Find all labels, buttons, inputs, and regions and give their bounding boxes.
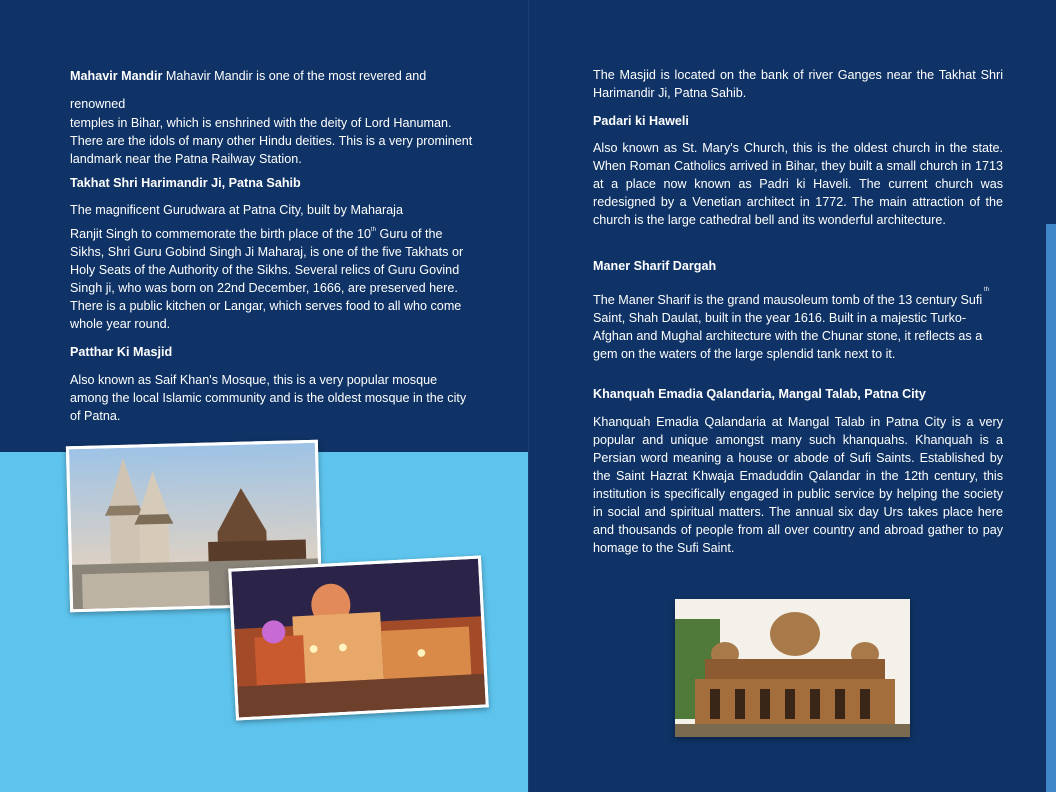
takhat-sup: th [371,227,377,233]
takhat-body-b: Guru of the Sikhs, Shri Guru Gobind Singh Ji Maharaj, is one of the five Takhats or Holy Seats of the Authority of the Sikhs. Several relics of Guru Govind Singh ji, who was born on 22nd December, 1666, are preserved here. There is a public kitchen or Langar, which serves food to all who come whole year round. [70,227,464,331]
gurudwara-image [231,559,485,718]
maner-title: Maner Sharif Dargah [593,259,717,273]
maner-sup: th [984,287,990,293]
takhat-line1: The magnificent Gurudwara at Patna City, built by Maharaja [70,203,403,217]
patthar-title: Patthar Ki Masjid [70,345,173,359]
takhat-body-a: Ranjit Singh to commemorate the birth place of the 10 [70,227,372,241]
gurudwara-photo [228,555,489,720]
maner-sharif-photo [675,599,910,737]
right-edge-strip [1046,224,1056,792]
maner-body-b: century Sufi Saint, Shah Daulat, built in the year 1616. Built in a majestic Turko-Afghan and Mughal architecture with the Chunar stone, it reflects as a gem on the waters of the large splendid tank next to it. [593,293,983,361]
padari-body: Also known as St. Mary's Church, this is the oldest church in the state. When Roman Catholics arrived in Bihar, they built a small church in 1713 at a place now known as Padri ki Haveli. The current church was redesigned by a Venetian architect in 1772. The main attraction of the church is the large cathedral bell and its wonderful architecture. [593,141,1003,227]
mahavir-body: temples in Bihar, which is enshrined with the deity of Lord Hanuman. There are the idols of many other Hindu deities. This is a very prominent landmark near the Patna Railway Station. [70,116,473,166]
mahavir-title: Mahavir Mandir [70,69,163,83]
patthar-body: Also known as Saif Khan's Mosque, this is a very popular mosque among the local Islamic community and is the oldest mosque in the city of Patna. [70,373,467,423]
mahavir-first-line [70,67,480,85]
maner-body-a: The Maner Sharif is the grand mausoleum tomb of the 13 [593,293,913,307]
mahavir-line2: renowned [70,97,126,111]
maner-body [593,291,997,363]
mahavir-line1: Mahavir Mandir is one of the most revered and [165,69,427,83]
padari-title: Padari ki Haweli [593,114,689,128]
khanquah-body: Khanquah Emadia Qalandaria at Mangal Talab in Patna City is a very popular and unique amongst many such khanquahs. Khanquah is a Persian word meaning a house or abode of Sufi Saints. Established by the Saint Hazrat Khwaja Emaduddin Qalandar in the 12th century, this institution is specifically engaged in public service by helping the society in social and spiritual matters. The annual six day Urs takes place here and thousands of people from all over country and abroad gather to pay homage to the Sufi Saint. [593,415,1003,555]
masjid-continuation: The Masjid is located on the bank of river Ganges near the Takhat Shri Harimandir Ji, Patna Sahib. [593,68,1003,100]
mausoleum-image [675,599,910,737]
takhat-title: Takhat Shri Harimandir Ji, Patna Sahib [70,176,301,190]
khanquah-title: Khanquah Emadia Qalandaria, Mangal Talab, Patna City [593,387,926,401]
takhat-body [70,225,474,333]
